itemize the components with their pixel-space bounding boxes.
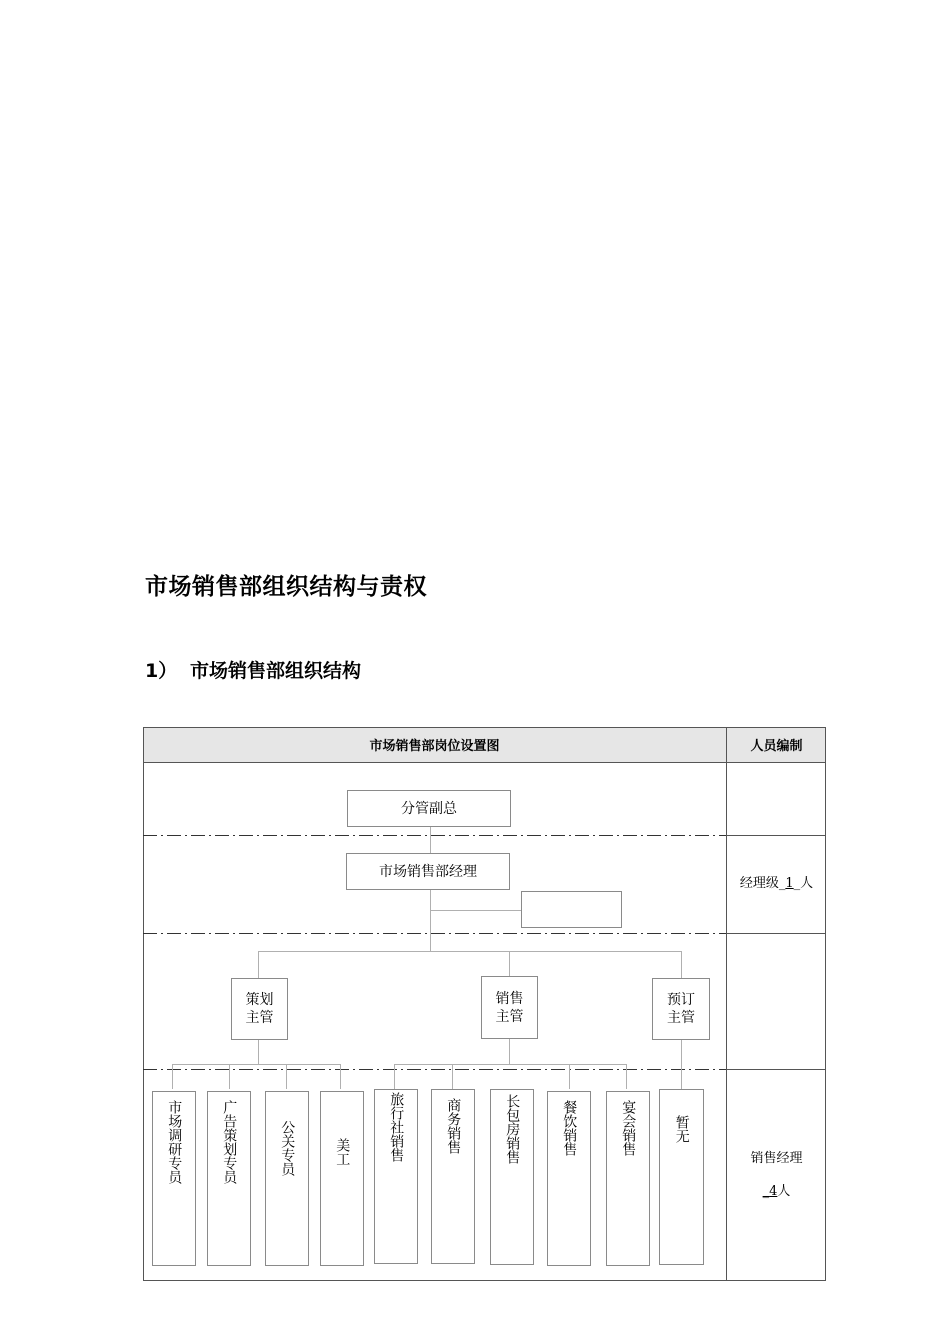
org-chart-table — [143, 727, 826, 1281]
box-deputy-general-manager: 分管副总 — [347, 790, 511, 827]
staff-role-label: 公关专员 — [279, 1120, 296, 1176]
staff-role-label: 餐饮销售 — [561, 1100, 578, 1156]
box-sales-supervisor: 销售 主管 — [481, 976, 538, 1039]
staff-role-label: 商务销售 — [445, 1098, 462, 1154]
header-staffing: 人员编制 — [750, 739, 803, 754]
box-market-research-specialist — [152, 1091, 196, 1266]
box-unnamed-assistant — [521, 891, 622, 928]
header-chart-title: 市场销售部岗位设置图 — [369, 739, 500, 754]
box-none-yet — [659, 1089, 704, 1265]
box-advertising-planning-specialist — [207, 1091, 251, 1266]
box-travel-agency-sales — [374, 1089, 418, 1264]
staffing-count: _4 — [762, 1184, 778, 1199]
box-banquet-sales — [606, 1091, 650, 1266]
box-sales-department-manager: 市场销售部经理 — [346, 853, 510, 890]
box-art-designer — [320, 1091, 364, 1266]
staff-role-label: 长包房销售 — [504, 1094, 521, 1164]
staff-role-label: 市场调研专员 — [166, 1100, 183, 1184]
box-business-sales — [431, 1089, 475, 1264]
staffing-manager-level: 经理级_1_人 — [739, 876, 814, 891]
staffing-count: 1 — [785, 876, 794, 891]
staff-role-label: 美工 — [334, 1138, 351, 1166]
staff-role-label: 广告策划专员 — [221, 1100, 238, 1184]
section-heading — [145, 656, 361, 683]
box-public-relations-specialist — [265, 1091, 309, 1266]
page-title: 市场销售部组织结构与责权 — [145, 574, 427, 600]
box-catering-sales — [547, 1091, 591, 1266]
staffing-sales-manager-count — [727, 1180, 826, 1199]
section-title: 市场销售部组织结构 — [190, 660, 362, 682]
box-booking-supervisor: 预订 主管 — [652, 978, 710, 1040]
section-number: 1） — [145, 660, 178, 682]
staff-role-label: 宴会销售 — [620, 1100, 637, 1156]
staffing-unit: 人 — [800, 876, 814, 891]
staffing-unit: 人 — [777, 1184, 791, 1199]
staff-role-label: 暂无 — [673, 1115, 690, 1143]
staffing-label: 经理级 — [739, 876, 779, 891]
staffing-sales-manager-label: 销售经理 — [750, 1151, 803, 1166]
box-long-stay-room-sales — [490, 1089, 534, 1265]
box-planning-supervisor: 策划 主管 — [231, 978, 288, 1040]
staff-role-label: 旅行社销售 — [388, 1092, 405, 1162]
